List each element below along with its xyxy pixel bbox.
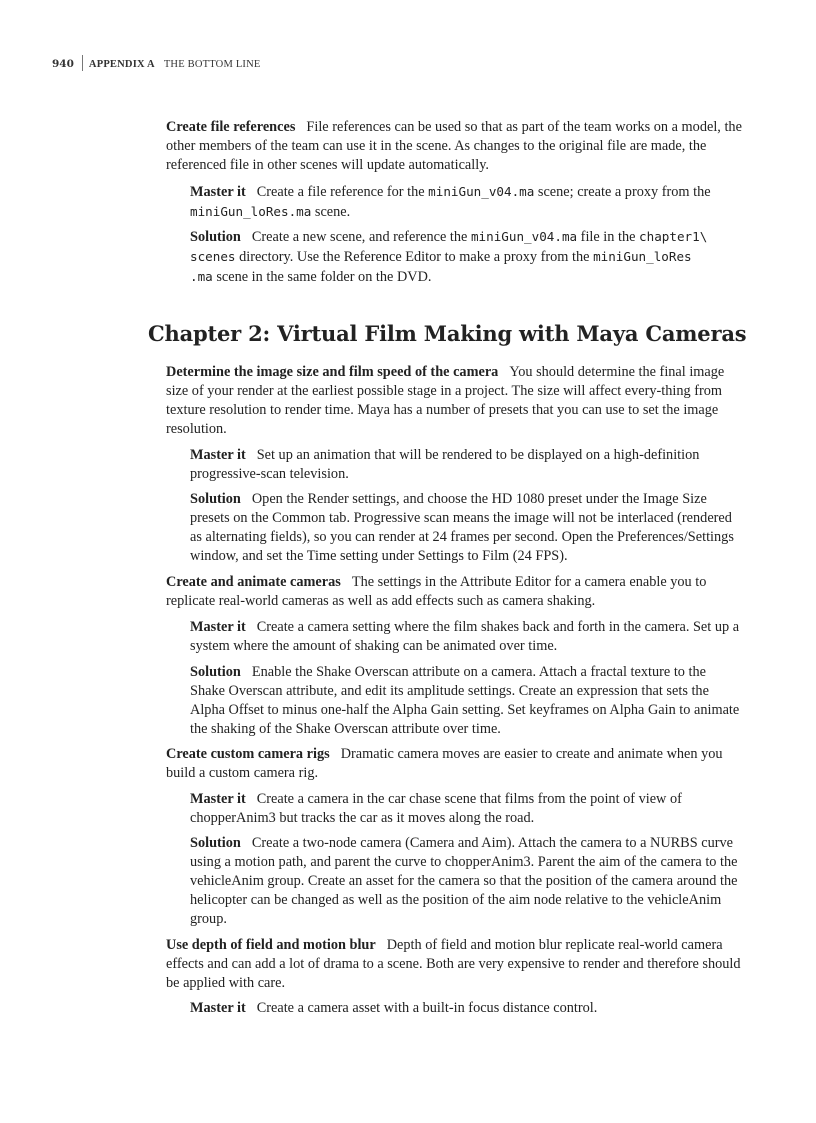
master-it-label: Master it xyxy=(190,184,246,200)
solution-text: directory. Use the Reference Editor to make a proxy from the xyxy=(235,249,594,265)
topic-description: You should determine the final image size of your render at the earliest possible stage in a project. The size will affect every-thing from texture resolution to render time. Maya has a number of presets that you can use to set the image resolution. xyxy=(166,364,725,437)
topic-term: Determine the image size and film speed of the camera xyxy=(166,364,499,380)
master-it-text: Create a camera setting where the film shakes back and forth in the camera. Set up a system where the amount of shaking can be animated over time. xyxy=(190,619,740,654)
solution-text: Open the Render settings, and choose the HD 1080 preset under the Image Size presets on the Common tab. Progressive scan means the image will not be interlaced (rendered as alternating fields), so you can render at 24 frames per second. Open the Preferences/Settings window, and set the Time setting under Settings to Film (24 FPS). xyxy=(190,491,734,564)
topic-description: The settings in the Attribute Editor for a camera enable you to replicate real-world cameras as well as add effects such as camera shaking. xyxy=(166,574,707,609)
master-it-text: Set up an animation that will be rendered to be displayed on a high-definition progressive-scan television. xyxy=(190,447,700,482)
master-it-label: Master it xyxy=(190,1000,246,1016)
solution-paragraph xyxy=(190,663,744,739)
filename-code: .ma xyxy=(190,269,213,284)
master-it-text: Create a file reference for the xyxy=(256,184,429,200)
topic-term: Create and animate cameras xyxy=(166,574,341,590)
master-it-text: Create a camera asset with a built-in focus distance control. xyxy=(256,1000,598,1016)
master-it-label: Master it xyxy=(190,447,246,463)
topic-term: Create file references xyxy=(166,119,296,135)
topic-paragraph xyxy=(166,936,744,993)
topic-description: Dramatic camera moves are easier to create and animate when you build a custom camera rig. xyxy=(166,746,723,781)
master-it-label: Master it xyxy=(190,791,246,807)
solution-paragraph xyxy=(190,490,744,566)
filename-code: miniGun_v04.ma xyxy=(428,184,535,199)
page-header xyxy=(52,55,261,71)
solution-label: Solution xyxy=(190,835,241,851)
solution-text: Create a two-node camera (Camera and Aim). Attach the camera to a NURBS curve using a motion path, and parent the curve to chopperAnim3. Parent the aim of the camera to the vehicleAnim group. Create an asset for the camera so that the position of the camera around the helicopter can be changed as well as the position of the aim node relative to the vehicleAnim group. xyxy=(190,835,738,927)
topic-term: Use depth of field and motion blur xyxy=(166,937,376,953)
topic-paragraph xyxy=(166,363,744,439)
filename-code: miniGun_loRes.ma xyxy=(190,204,312,219)
solution-text: scene in the same folder on the DVD. xyxy=(212,269,432,285)
solution-text: Create a new scene, and reference the xyxy=(251,229,471,245)
master-it-label: Master it xyxy=(190,619,246,635)
appendix-label: APPENDIX A xyxy=(88,59,155,70)
topic-paragraph xyxy=(166,745,744,783)
solution-text: file in the xyxy=(577,229,640,245)
path-code: scenes xyxy=(190,249,236,264)
solution-label: Solution xyxy=(190,664,241,680)
running-title: THE BOTTOM LINE xyxy=(163,59,261,70)
master-it-paragraph xyxy=(190,182,744,222)
filename-code: miniGun_loRes xyxy=(593,249,692,264)
master-it-text: scene; create a proxy from the xyxy=(534,184,711,200)
master-it-paragraph xyxy=(190,446,744,484)
header-divider xyxy=(82,55,83,71)
master-it-paragraph xyxy=(190,618,744,656)
master-it-text: Create a camera in the car chase scene that films from the point of view of chopperAnim3 but tracks the car as it moves along the road. xyxy=(190,791,682,826)
solution-paragraph xyxy=(190,834,744,929)
master-it-paragraph xyxy=(190,999,744,1018)
filename-code: miniGun_v04.ma xyxy=(470,229,578,244)
solution-paragraph xyxy=(190,227,744,287)
solution-label: Solution xyxy=(190,229,241,245)
topic-paragraph xyxy=(166,573,744,611)
topic-description: File references can be used so that as part of the team works on a model, the other members of the team can use it in the scene. As changes to the original file are made, the referenced file in other scenes will update automatically. xyxy=(166,119,742,173)
chapter-heading: Chapter 2: Virtual Film Making with Maya Cameras xyxy=(148,321,747,346)
topic-term: Create custom camera rigs xyxy=(166,746,330,762)
master-it-paragraph xyxy=(190,790,744,828)
master-it-text: scene. xyxy=(311,204,351,220)
topic-paragraph xyxy=(166,118,744,175)
solution-label: Solution xyxy=(190,491,241,507)
topic-description: Depth of field and motion blur replicate real-world camera effects and can add a lot of drama to a scene. Both are very expensive to render and therefore should be applied with care. xyxy=(166,937,741,991)
solution-text: Enable the Shake Overscan attribute on a camera. Attach a fractal texture to the Shake Overscan attribute, and edit its amplitude settings. Create an expression that sets the Alpha Offset to minus one-half the Alpha Gain setting. Set keyframes on Alpha Gain to animate the shaking of the Shake Overscan attribute over time. xyxy=(190,664,740,737)
page-number: 940 xyxy=(52,58,74,70)
path-code: chapter1\ xyxy=(639,229,708,244)
